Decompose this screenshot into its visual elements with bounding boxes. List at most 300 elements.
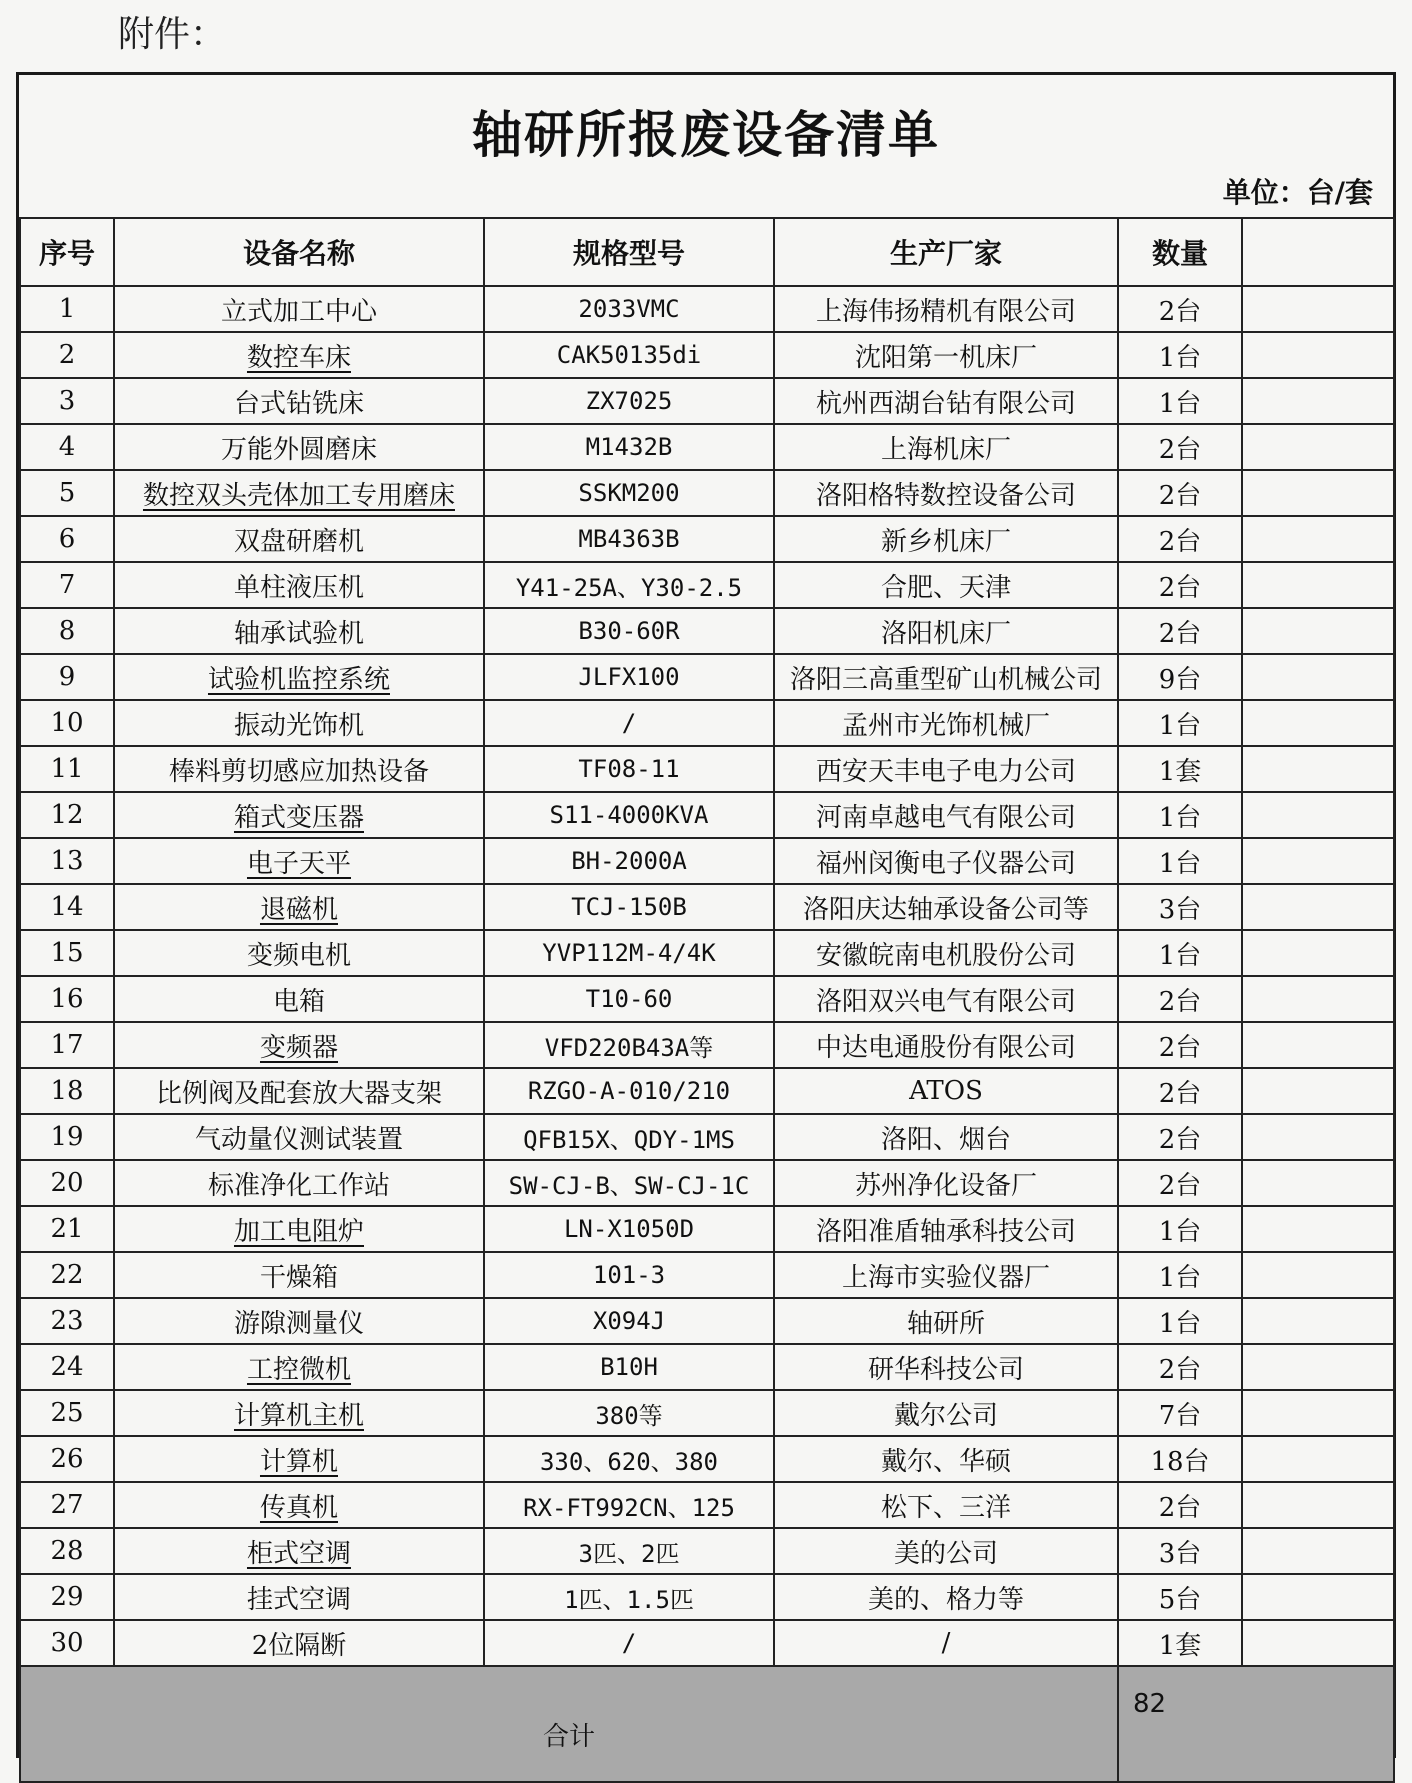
cell-model-text: JLFX100 — [578, 663, 680, 691]
cell-maker — [774, 1482, 1118, 1528]
cell-name-text: 变频电机 — [246, 940, 351, 971]
cell-model — [484, 654, 774, 700]
cell-no-text: 20 — [50, 1168, 84, 1198]
cell-maker-text: 上海伟扬精机有限公司 — [815, 296, 1076, 327]
cell-name-text: 电子天平 — [246, 848, 351, 879]
cell-model — [484, 378, 774, 424]
table-header-row — [20, 218, 1394, 286]
cell-blank — [1242, 838, 1394, 884]
cell-name-text: 计算机主机 — [233, 1400, 364, 1431]
cell-maker — [774, 424, 1118, 470]
cell-no-text: 11 — [50, 754, 84, 784]
cell-qty — [1118, 792, 1242, 838]
cell-qty-text: 3台 — [1158, 1538, 1202, 1569]
cell-model-text: SSKM200 — [578, 479, 680, 507]
cell-no-text: 26 — [50, 1444, 84, 1474]
cell-maker — [774, 792, 1118, 838]
cell-maker-text: 戴尔公司 — [893, 1400, 998, 1431]
table-row — [20, 378, 1394, 424]
cell-blank — [1242, 1528, 1394, 1574]
cell-qty — [1118, 1298, 1242, 1344]
cell-qty-text: 2台 — [1158, 986, 1202, 1017]
cell-name-text: 退磁机 — [259, 894, 338, 925]
cell-model-text: YVP112M-4/4K — [542, 939, 716, 967]
cell-blank — [1242, 286, 1394, 332]
cell-no-text: 6 — [58, 524, 76, 554]
cell-model-text: ZX7025 — [585, 387, 673, 415]
cell-no — [20, 1482, 114, 1528]
cell-maker — [774, 838, 1118, 884]
cell-no — [20, 746, 114, 792]
cell-model — [484, 976, 774, 1022]
cell-maker-text: 合肥、天津 — [880, 572, 1011, 603]
cell-qty-text: 2台 — [1158, 1492, 1202, 1523]
cell-blank — [1242, 1344, 1394, 1390]
cell-name — [114, 1574, 484, 1620]
cell-name — [114, 792, 484, 838]
table-row — [20, 1390, 1394, 1436]
cell-name — [114, 1344, 484, 1390]
cell-qty — [1118, 1114, 1242, 1160]
total-label: 合计 — [20, 1666, 1118, 1782]
cell-maker — [774, 470, 1118, 516]
cell-blank — [1242, 1390, 1394, 1436]
cell-blank — [1242, 654, 1394, 700]
cell-no — [20, 1344, 114, 1390]
cell-name — [114, 516, 484, 562]
cell-name-text: 轴承试验机 — [233, 618, 364, 649]
cell-name-text: 试验机监控系统 — [207, 664, 390, 695]
cell-blank — [1242, 746, 1394, 792]
cell-name-text: 电箱 — [272, 986, 325, 1017]
cell-maker — [774, 332, 1118, 378]
table-row — [20, 1344, 1394, 1390]
cell-name — [114, 562, 484, 608]
cell-blank — [1242, 976, 1394, 1022]
cell-qty — [1118, 1620, 1242, 1666]
cell-no — [20, 976, 114, 1022]
cell-no-text: 28 — [50, 1536, 84, 1566]
cell-maker — [774, 286, 1118, 332]
cell-no-text: 22 — [50, 1260, 84, 1290]
cell-name — [114, 700, 484, 746]
cell-qty — [1118, 1252, 1242, 1298]
cell-model — [484, 1022, 774, 1068]
cell-model-text: / — [621, 1629, 637, 1657]
cell-no-text: 12 — [50, 800, 84, 830]
cell-qty — [1118, 884, 1242, 930]
cell-blank — [1242, 562, 1394, 608]
cell-blank — [1242, 516, 1394, 562]
table-row — [20, 562, 1394, 608]
cell-qty — [1118, 1482, 1242, 1528]
cell-no — [20, 1022, 114, 1068]
table-row — [20, 930, 1394, 976]
cell-maker — [774, 1160, 1118, 1206]
cell-maker — [774, 930, 1118, 976]
cell-model — [484, 470, 774, 516]
cell-qty-text: 2台 — [1158, 480, 1202, 511]
cell-name — [114, 470, 484, 516]
cell-qty — [1118, 1344, 1242, 1390]
cell-name — [114, 1114, 484, 1160]
cell-model — [484, 562, 774, 608]
table-row — [20, 424, 1394, 470]
cell-name — [114, 1068, 484, 1114]
cell-maker — [774, 1574, 1118, 1620]
cell-model-text: Y41-25A、Y30-2.5 — [515, 573, 743, 602]
cell-qty — [1118, 562, 1242, 608]
cell-model-text: S11-4000KVA — [549, 801, 709, 829]
cell-no — [20, 700, 114, 746]
cell-qty-text: 2台 — [1158, 1124, 1202, 1155]
table-row — [20, 286, 1394, 332]
cell-maker — [774, 562, 1118, 608]
cell-model-text: MB4363B — [578, 525, 680, 553]
cell-model — [484, 792, 774, 838]
cell-model-text: 2033VMC — [578, 295, 680, 323]
cell-blank — [1242, 332, 1394, 378]
cell-no-text: 14 — [50, 892, 84, 922]
cell-name-text: 计算机 — [259, 1446, 338, 1477]
cell-qty — [1118, 516, 1242, 562]
cell-qty-text: 5台 — [1158, 1584, 1202, 1615]
cell-model — [484, 424, 774, 470]
cell-no — [20, 562, 114, 608]
total-value: 82 — [1118, 1666, 1394, 1782]
cell-qty — [1118, 286, 1242, 332]
cell-model-text: BH-2000A — [571, 847, 687, 875]
cell-no-text: 25 — [50, 1398, 84, 1428]
table-row — [20, 654, 1394, 700]
cell-model — [484, 286, 774, 332]
cell-name-text: 振动光饰机 — [233, 710, 364, 741]
cell-no-text: 1 — [58, 294, 76, 324]
equipment-table — [19, 217, 1395, 1783]
cell-name-text: 变频器 — [259, 1032, 338, 1063]
table-row — [20, 884, 1394, 930]
cell-maker-text: 美的公司 — [893, 1538, 998, 1569]
cell-qty-text: 3台 — [1158, 894, 1202, 925]
cell-model — [484, 1298, 774, 1344]
cell-name-text: 挂式空调 — [246, 1584, 351, 1615]
cell-qty-text: 2台 — [1158, 296, 1202, 327]
cell-maker-text: / — [941, 1628, 951, 1658]
cell-qty — [1118, 746, 1242, 792]
cell-name-text: 万能外圆磨床 — [220, 434, 377, 465]
cell-model-text: T10-60 — [585, 985, 673, 1013]
cell-model — [484, 1206, 774, 1252]
cell-model — [484, 1574, 774, 1620]
cell-model-text: 330、620、380 — [539, 1447, 719, 1476]
cell-name — [114, 1022, 484, 1068]
cell-model — [484, 884, 774, 930]
table-row — [20, 1068, 1394, 1114]
table-body — [20, 286, 1394, 1666]
cell-model — [484, 516, 774, 562]
cell-maker-text: 西安天丰电子电力公司 — [815, 756, 1076, 787]
cell-no — [20, 1436, 114, 1482]
cell-maker — [774, 1620, 1118, 1666]
cell-maker-text: 松下、三洋 — [880, 1492, 1011, 1523]
cell-qty-text: 1台 — [1158, 342, 1202, 373]
cell-model-text: B10H — [600, 1353, 658, 1381]
table-row — [20, 976, 1394, 1022]
cell-qty — [1118, 1528, 1242, 1574]
cell-blank — [1242, 1482, 1394, 1528]
table-row — [20, 1022, 1394, 1068]
cell-model-text: / — [621, 709, 637, 737]
cell-name — [114, 654, 484, 700]
cell-no — [20, 1528, 114, 1574]
cell-maker-text: 福州闵衡电子仪器公司 — [815, 848, 1076, 879]
cell-blank — [1242, 1068, 1394, 1114]
cell-name — [114, 1206, 484, 1252]
cell-no — [20, 1114, 114, 1160]
header-no: 序号 — [20, 218, 114, 286]
cell-maker-text: 新乡机床厂 — [880, 526, 1011, 557]
cell-model-text: X094J — [592, 1307, 666, 1335]
cell-name-text: 传真机 — [259, 1492, 338, 1523]
cell-maker-text: 孟州市光饰机械厂 — [841, 710, 1050, 741]
cell-qty-text: 1套 — [1158, 756, 1202, 787]
cell-no-text: 7 — [58, 570, 76, 600]
cell-maker — [774, 1252, 1118, 1298]
cell-name — [114, 332, 484, 378]
cell-model — [484, 1436, 774, 1482]
cell-no — [20, 884, 114, 930]
cell-no-text: 27 — [50, 1490, 84, 1520]
cell-blank — [1242, 930, 1394, 976]
cell-model — [484, 1528, 774, 1574]
cell-name — [114, 1252, 484, 1298]
cell-no-text: 16 — [50, 984, 84, 1014]
cell-qty-text: 2台 — [1158, 526, 1202, 557]
cell-name — [114, 1390, 484, 1436]
cell-name-text: 单柱液压机 — [233, 572, 364, 603]
cell-model — [484, 1114, 774, 1160]
cell-model-text: 101-3 — [592, 1261, 666, 1289]
cell-maker — [774, 1068, 1118, 1114]
cell-maker — [774, 1344, 1118, 1390]
cell-no-text: 5 — [58, 478, 76, 508]
cell-name-text: 数控双头壳体加工专用磨床 — [142, 480, 455, 511]
cell-no-text: 29 — [50, 1582, 84, 1612]
cell-qty-text: 1套 — [1158, 1630, 1202, 1661]
cell-maker-text: 轴研所 — [906, 1308, 985, 1339]
table-row — [20, 1160, 1394, 1206]
cell-model-text: M1432B — [585, 433, 673, 461]
cell-maker-text: 戴尔、华硕 — [880, 1446, 1011, 1477]
cell-qty-text: 1台 — [1158, 1262, 1202, 1293]
cell-no — [20, 838, 114, 884]
table-row — [20, 516, 1394, 562]
cell-name-text: 立式加工中心 — [220, 296, 377, 327]
cell-no — [20, 1620, 114, 1666]
cell-qty-text: 2台 — [1158, 1170, 1202, 1201]
table-row — [20, 838, 1394, 884]
cell-qty-text: 2台 — [1158, 1354, 1202, 1385]
cell-qty-text: 2台 — [1158, 1078, 1202, 1109]
cell-model-text: SW-CJ-B、SW-CJ-1C — [508, 1171, 750, 1200]
cell-maker — [774, 976, 1118, 1022]
cell-maker-text: 研华科技公司 — [867, 1354, 1024, 1385]
cell-maker — [774, 1206, 1118, 1252]
cell-qty — [1118, 976, 1242, 1022]
cell-maker-text: 苏州净化设备厂 — [854, 1170, 1037, 1201]
cell-name-text: 工控微机 — [246, 1354, 351, 1385]
cell-qty — [1118, 1574, 1242, 1620]
cell-model-text: 3匹、2匹 — [578, 1539, 680, 1568]
cell-no-text: 2 — [58, 340, 76, 370]
cell-name — [114, 930, 484, 976]
cell-no — [20, 1206, 114, 1252]
cell-maker — [774, 1436, 1118, 1482]
table-row — [20, 1436, 1394, 1482]
cell-model-text: CAK50135di — [556, 341, 702, 369]
cell-model — [484, 700, 774, 746]
cell-blank — [1242, 1022, 1394, 1068]
cell-qty — [1118, 1436, 1242, 1482]
cell-name-text: 台式钻铣床 — [233, 388, 364, 419]
cell-maker — [774, 884, 1118, 930]
cell-maker — [774, 1114, 1118, 1160]
cell-name-text: 2位隔断 — [251, 1630, 347, 1661]
cell-maker — [774, 746, 1118, 792]
cell-qty-text: 1台 — [1158, 710, 1202, 741]
cell-name — [114, 608, 484, 654]
table-row — [20, 1482, 1394, 1528]
cell-name — [114, 286, 484, 332]
cell-qty-text: 1台 — [1158, 848, 1202, 879]
table-row — [20, 1206, 1394, 1252]
cell-qty — [1118, 700, 1242, 746]
cell-no — [20, 332, 114, 378]
cell-maker-text: 上海市实验仪器厂 — [841, 1262, 1050, 1293]
header-maker: 生产厂家 — [774, 218, 1118, 286]
cell-qty-text: 9台 — [1158, 664, 1202, 695]
cell-no-text: 23 — [50, 1306, 84, 1336]
cell-no-text: 17 — [50, 1030, 84, 1060]
cell-model-text: TF08-11 — [578, 755, 680, 783]
cell-name-text: 棒料剪切感应加热设备 — [168, 756, 429, 787]
cell-name-text: 箱式变压器 — [233, 802, 364, 833]
cell-qty — [1118, 1022, 1242, 1068]
cell-name — [114, 1160, 484, 1206]
cell-no — [20, 516, 114, 562]
header-blank — [1242, 218, 1394, 286]
cell-no-text: 18 — [50, 1076, 84, 1106]
cell-model-text: RZGO-A-010/210 — [527, 1077, 731, 1105]
cell-no-text: 24 — [50, 1352, 84, 1382]
cell-no — [20, 470, 114, 516]
cell-blank — [1242, 700, 1394, 746]
cell-qty — [1118, 470, 1242, 516]
cell-qty-text: 2台 — [1158, 1032, 1202, 1063]
cell-name-text: 柜式空调 — [246, 1538, 351, 1569]
cell-maker — [774, 1390, 1118, 1436]
cell-no-text: 4 — [58, 432, 76, 462]
cell-model-text: RX-FT992CN、125 — [523, 1493, 735, 1522]
cell-qty — [1118, 1206, 1242, 1252]
table-row — [20, 746, 1394, 792]
cell-model-text: VFD220B43A等 — [544, 1033, 714, 1062]
cell-model — [484, 1160, 774, 1206]
cell-model — [484, 1252, 774, 1298]
cell-maker-text: 河南卓越电气有限公司 — [815, 802, 1076, 833]
cell-model — [484, 1620, 774, 1666]
cell-no — [20, 378, 114, 424]
cell-no — [20, 1160, 114, 1206]
cell-model — [484, 1390, 774, 1436]
cell-blank — [1242, 1160, 1394, 1206]
cell-name — [114, 378, 484, 424]
cell-qty-text: 1台 — [1158, 1216, 1202, 1247]
cell-qty — [1118, 424, 1242, 470]
cell-name — [114, 1528, 484, 1574]
cell-model — [484, 838, 774, 884]
cell-no — [20, 654, 114, 700]
cell-name-text: 干燥箱 — [259, 1262, 338, 1293]
cell-blank — [1242, 378, 1394, 424]
cell-qty-text: 7台 — [1158, 1400, 1202, 1431]
cell-qty — [1118, 608, 1242, 654]
cell-no-text: 13 — [50, 846, 84, 876]
table-row — [20, 608, 1394, 654]
cell-maker — [774, 608, 1118, 654]
cell-maker-text: 安徽皖南电机股份公司 — [815, 940, 1076, 971]
cell-name-text: 气动量仪测试装置 — [194, 1124, 403, 1155]
cell-model — [484, 1482, 774, 1528]
cell-name-text: 比例阀及配套放大器支架 — [155, 1078, 442, 1109]
cell-model-text: 380等 — [595, 1401, 663, 1430]
cell-qty-text: 1台 — [1158, 1308, 1202, 1339]
cell-no-text: 30 — [50, 1628, 84, 1658]
cell-qty — [1118, 1390, 1242, 1436]
cell-maker — [774, 654, 1118, 700]
total-row — [20, 1666, 1394, 1782]
cell-maker — [774, 378, 1118, 424]
cell-maker-text: 中达电通股份有限公司 — [815, 1032, 1076, 1063]
cell-no — [20, 286, 114, 332]
cell-qty-text: 2台 — [1158, 618, 1202, 649]
cell-no — [20, 792, 114, 838]
cell-model-text: QFB15X、QDY-1MS — [523, 1125, 735, 1154]
cell-blank — [1242, 1206, 1394, 1252]
cell-blank — [1242, 1620, 1394, 1666]
table-row — [20, 1528, 1394, 1574]
cell-no-text: 19 — [50, 1122, 84, 1152]
cell-maker — [774, 1528, 1118, 1574]
unit-label: 单位：台/套 — [1222, 176, 1373, 209]
table-row — [20, 470, 1394, 516]
cell-maker-text: 上海机床厂 — [880, 434, 1011, 465]
document-frame — [16, 72, 1396, 1758]
cell-name-text: 数控车床 — [246, 342, 351, 373]
cell-model-text: TCJ-150B — [571, 893, 687, 921]
cell-no — [20, 1068, 114, 1114]
cell-maker-text: 美的、格力等 — [867, 1584, 1024, 1615]
table-row — [20, 792, 1394, 838]
cell-blank — [1242, 792, 1394, 838]
cell-blank — [1242, 1436, 1394, 1482]
cell-maker — [774, 1022, 1118, 1068]
cell-qty — [1118, 654, 1242, 700]
header-model: 规格型号 — [484, 218, 774, 286]
cell-name — [114, 1436, 484, 1482]
table-row — [20, 332, 1394, 378]
cell-name — [114, 746, 484, 792]
